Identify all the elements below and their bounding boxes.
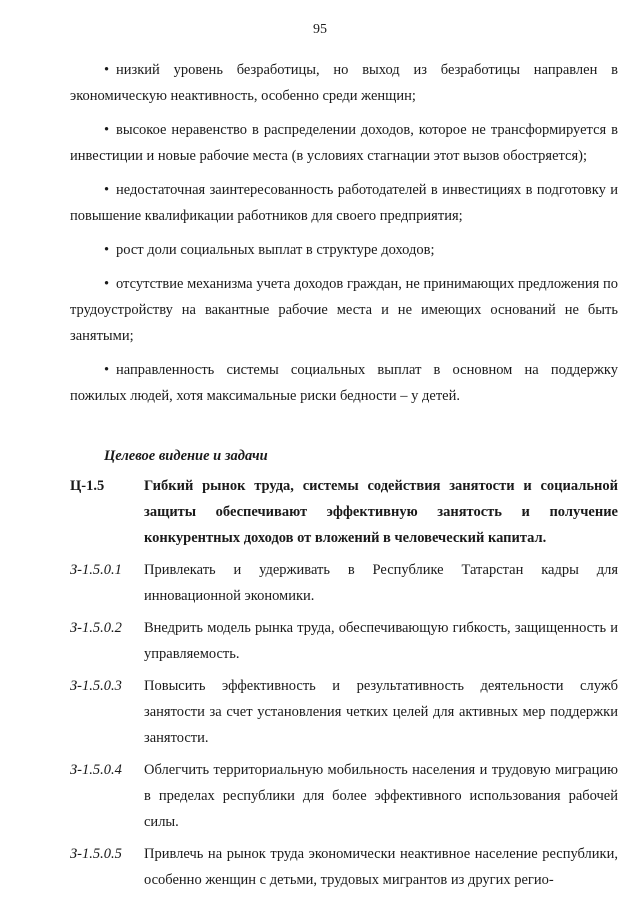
bullet-icon: • (104, 62, 110, 78)
task-text: Повысить эффективность и результативность деятельности служб занятости за счет установления четких целей для активных мер поддержки занятости. (144, 678, 618, 746)
bullet-icon: • (104, 362, 110, 378)
bullet-item (70, 237, 618, 263)
task-row (70, 557, 618, 609)
task-text: Привлекать и удерживать в Республике Татарстан кадры для инновационной экономики. (144, 562, 618, 604)
task-text: Привлечь на рынок труда экономически неактивное население республики, особенно женщин с детьми, трудовых мигрантов из других регио- (144, 846, 618, 888)
task-code: З-1.5.0.5 (70, 846, 122, 862)
bullet-text: высокое неравенство в распределении доходов, которое не трансформируется в инвестиции и новые рабочие места (в условиях стагнации этот вызов обостряется); (70, 122, 618, 164)
task-text: Внедрить модель рынка труда, обеспечивающую гибкость, защищенность и управляемость. (144, 620, 618, 662)
bullet-icon: • (104, 276, 110, 292)
task-row (70, 841, 618, 893)
task-row (70, 757, 618, 835)
bullet-item (70, 357, 618, 409)
task-code: З-1.5.0.1 (70, 562, 122, 578)
task-code: З-1.5.0.3 (70, 678, 122, 694)
task-text: Облегчить территориальную мобильность населения и трудовую миграцию в пределах республики для более эффективного использования рабочей силы. (144, 762, 618, 830)
section-heading: Целевое видение и задачи (104, 448, 268, 464)
bullet-icon: • (104, 122, 110, 138)
bullet-item (70, 57, 618, 109)
goal-text: Гибкий рынок труда, системы содействия занятости и социальной защиты обеспечивают эффективную занятость и получение конкурентных доходов от вложений в человеческий капитал. (144, 478, 618, 546)
task-row (70, 673, 618, 751)
task-code: З-1.5.0.2 (70, 620, 122, 636)
goal-code: Ц-1.5 (70, 478, 105, 494)
page-number: 95 (313, 22, 327, 37)
bullet-text: рост доли социальных выплат в структуре доходов; (116, 242, 435, 258)
bullet-item (70, 271, 618, 349)
task-code: З-1.5.0.4 (70, 762, 122, 778)
bullet-item (70, 117, 618, 169)
goal-row (70, 473, 618, 551)
bullet-text: направленность системы социальных выплат в основном на поддержку пожилых людей, хотя максимальные риски бедности – у детей. (70, 362, 618, 404)
bullet-item (70, 177, 618, 229)
bullet-icon: • (104, 182, 110, 198)
page-content (70, 57, 618, 899)
bullet-text: отсутствие механизма учета доходов граждан, не принимающих предложения по трудоустройству на вакантные рабочие места и не имеющих оснований не быть занятыми; (70, 276, 618, 344)
bullet-icon: • (104, 242, 110, 258)
bullet-text: недостаточная заинтересованность работодателей в инвестициях в подготовку и повышение квалификации работников для своего предприятия; (70, 182, 618, 224)
bullet-text: низкий уровень безработицы, но выход из безработицы направлен в экономическую неактивность, особенно среди женщин; (70, 62, 618, 104)
task-row (70, 615, 618, 667)
